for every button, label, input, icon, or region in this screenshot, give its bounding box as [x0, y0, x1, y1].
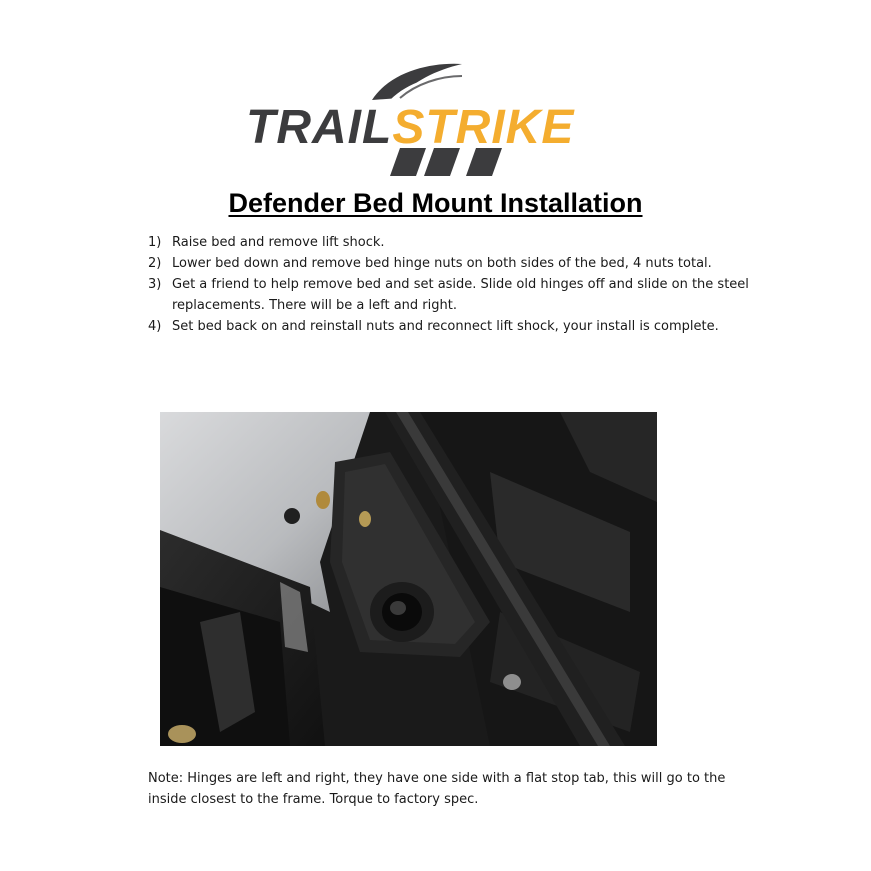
- logo-wordmark: [246, 101, 575, 154]
- page-title: Defender Bed Mount Installation: [228, 188, 643, 218]
- list-item: [148, 253, 768, 274]
- step-number: 4): [148, 319, 162, 334]
- step-number: 2): [148, 256, 162, 271]
- step-text: Raise bed and remove lift shock.: [172, 235, 385, 250]
- step-text: Get a friend to help remove bed and set aside. Slide old hinges off and slide on the steel replacements. There will be a left and right.: [172, 277, 749, 313]
- installation-steps-list: [148, 232, 768, 337]
- installation-note: Note: Hinges are left and right, they have one side with a flat stop tab, this will go to the inside closest to the frame. Torque to factory spec.: [148, 771, 726, 807]
- step-text: Lower bed down and remove bed hinge nuts on both sides of the bed, 4 nuts total.: [172, 256, 712, 271]
- step-number: 1): [148, 235, 162, 250]
- bed-hinge-photo: [160, 412, 657, 746]
- logo-word-strike: STRIKE: [392, 101, 575, 154]
- step-text: Set bed back on and reinstall nuts and reconnect lift shock, your install is complete.: [172, 319, 719, 334]
- list-item: [148, 274, 768, 316]
- list-item: [148, 316, 768, 337]
- logo-word-trail: TRAIL: [246, 101, 393, 154]
- step-number: 3): [148, 277, 162, 292]
- trailstrike-logo: [240, 58, 632, 182]
- list-item: [148, 232, 768, 253]
